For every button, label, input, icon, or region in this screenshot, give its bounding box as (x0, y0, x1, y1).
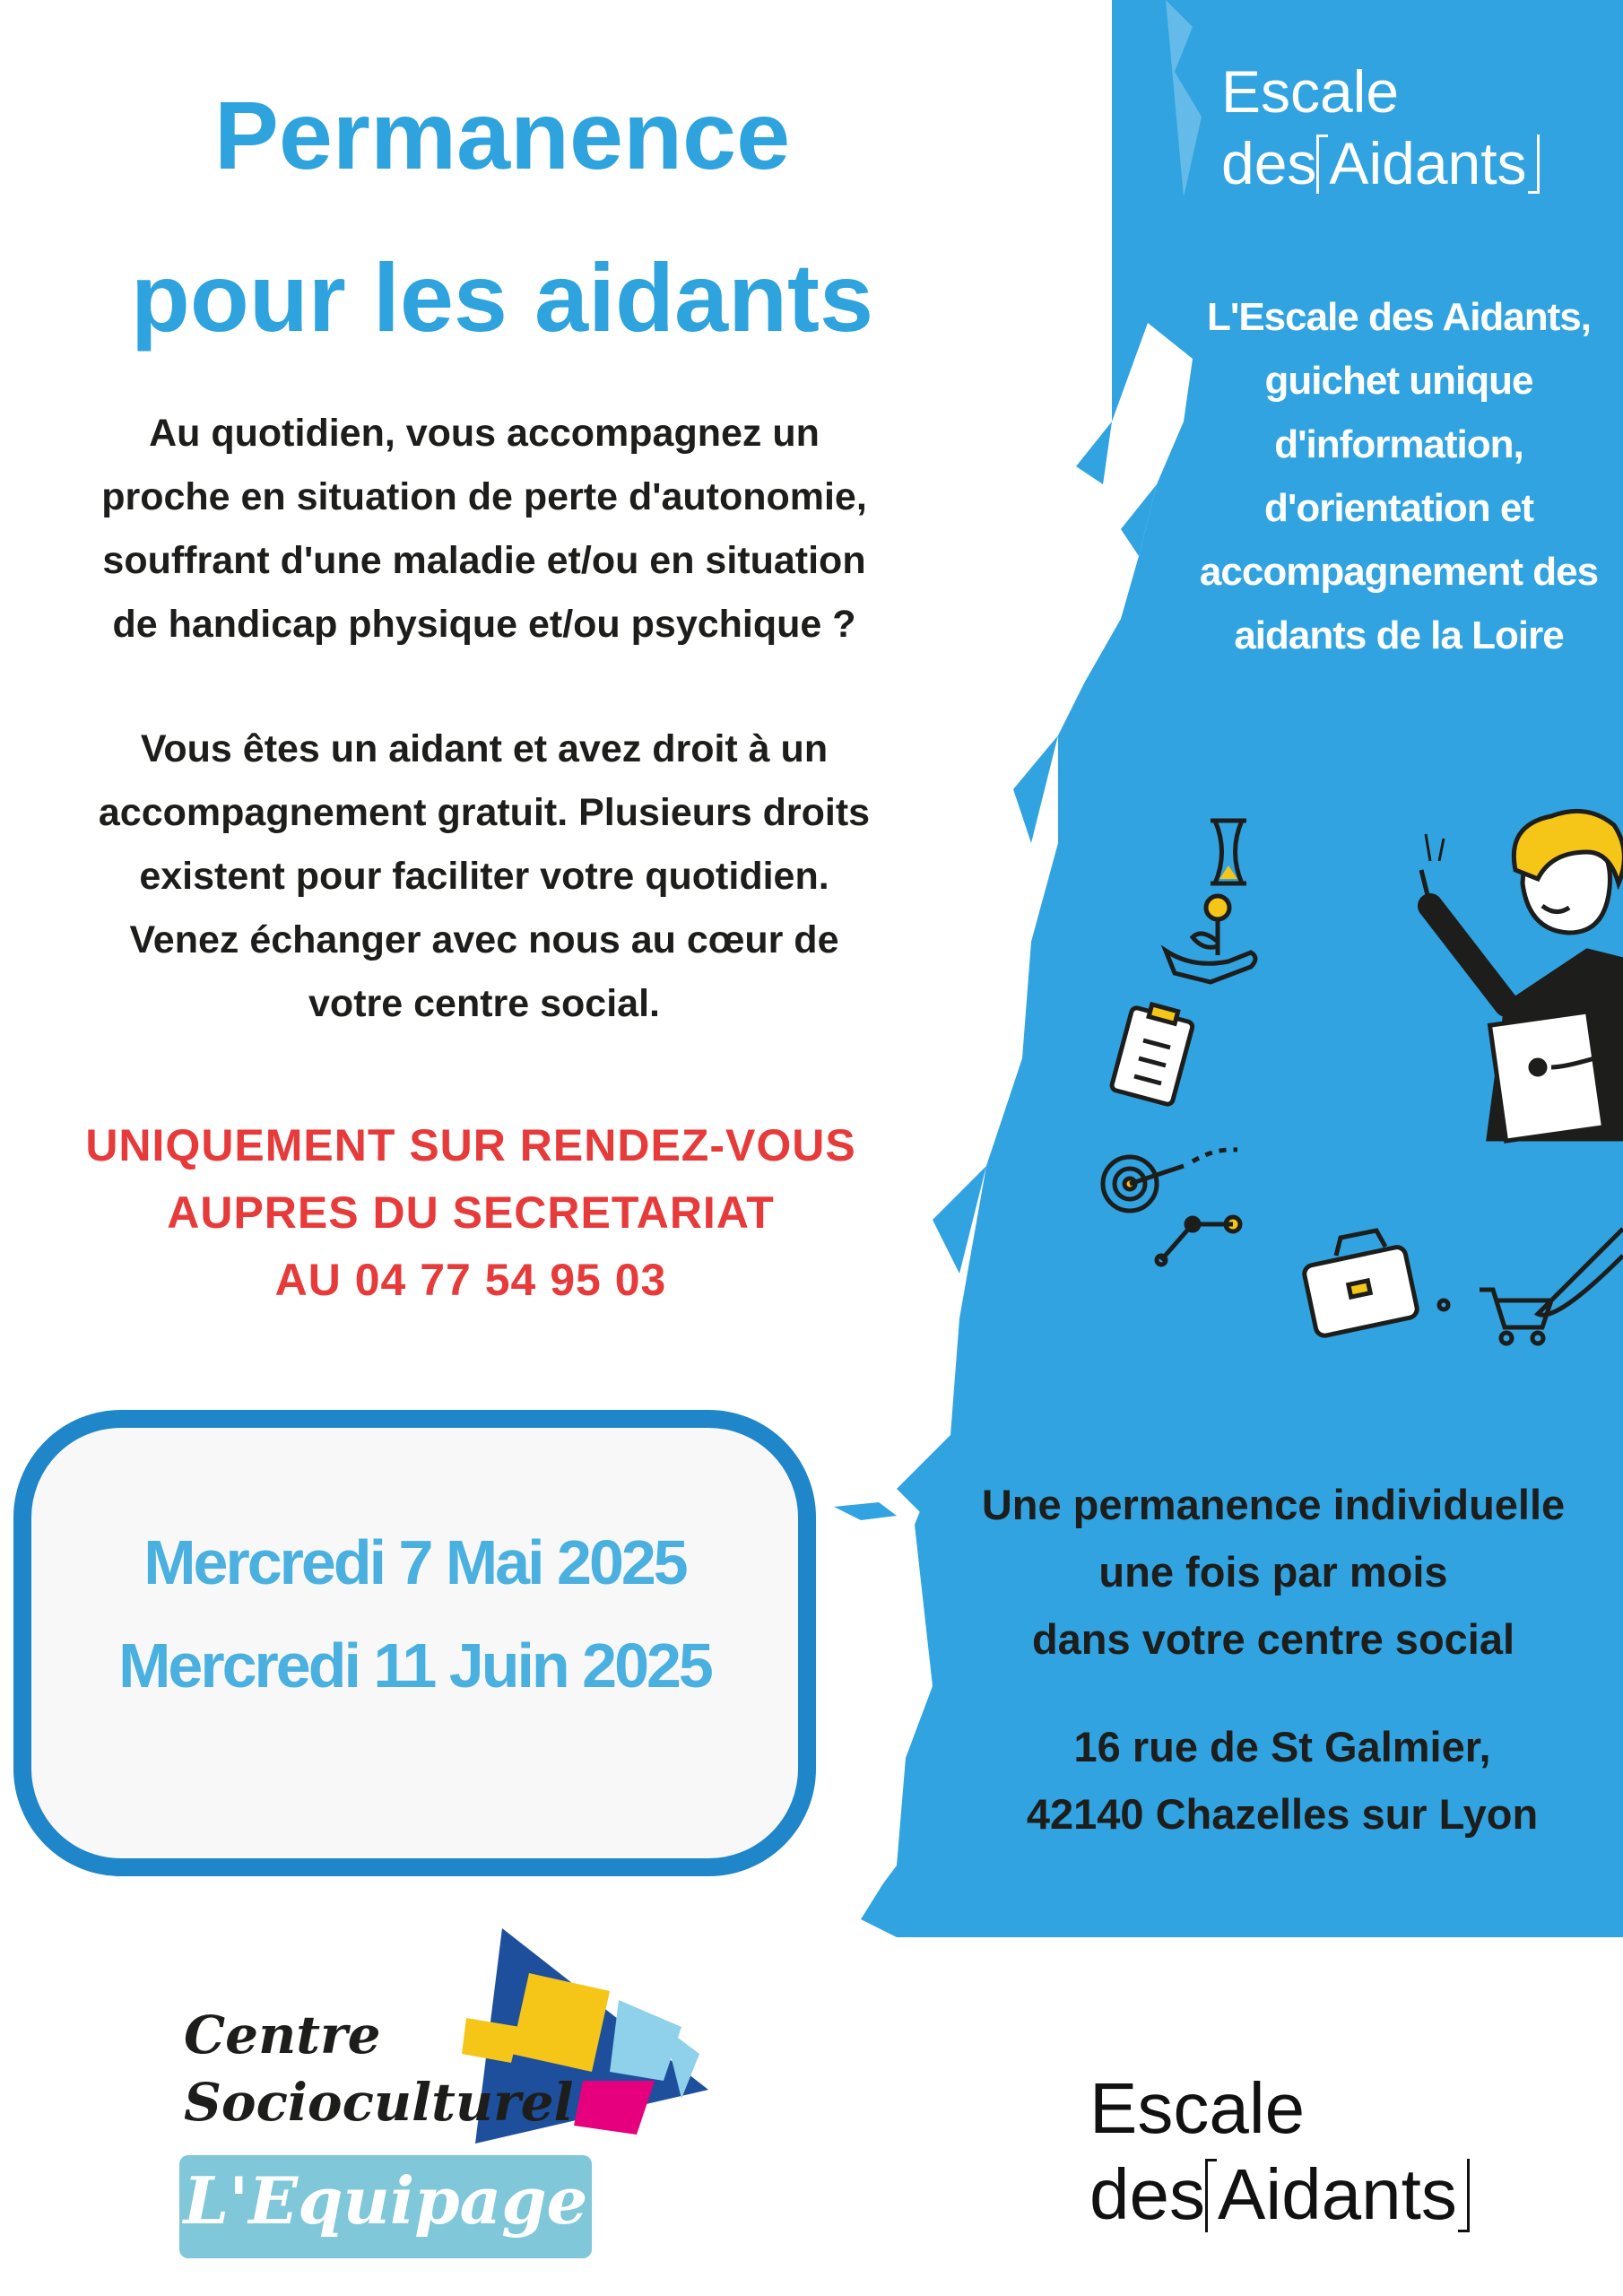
intro-line: souffrant d'une maladie et/ou en situation (102, 539, 866, 582)
money-plant-hand-icon (1166, 896, 1255, 982)
intro-line: votre centre social. (308, 982, 660, 1025)
person-figure (1421, 811, 1623, 1315)
permanence-line: dans votre centre social (1031, 1615, 1515, 1663)
permanence-line: une fois par mois (1098, 1548, 1448, 1596)
panel-description-line: accompagnement des (1199, 550, 1599, 594)
escale-logo-top (1221, 56, 1540, 199)
cart-icon (1439, 1290, 1551, 1344)
permanence-line: Une permanence individuelle (981, 1481, 1566, 1528)
intro-line: existent pour faciliter votre quotidien. (139, 855, 829, 898)
date-1: Mercredi 7 Mai 2025 (143, 1527, 686, 1597)
page-title-line-1: Permanence (213, 81, 791, 189)
panel-description-line: d'information, (1274, 422, 1523, 466)
appointment-phone: AU 04 77 54 95 03 (274, 1255, 667, 1305)
address-city: 42140 Chazelles sur Lyon (1026, 1790, 1539, 1838)
date-2: Mercredi 11 Juin 2025 (118, 1631, 711, 1700)
page-title-line-2: pour les aidants (130, 243, 874, 352)
centre-logo-line2: Socioculturel (184, 2072, 574, 2133)
address-block (942, 1713, 1623, 1848)
appointment-notice (27, 1112, 915, 1314)
panel-description (1166, 285, 1623, 667)
person-illustration (1085, 798, 1623, 1372)
panel-description-line: aidants de la Loire (1234, 613, 1564, 657)
equipage-banner (179, 2155, 592, 2258)
centre-logo-line3: L'Equipage (183, 2162, 588, 2239)
intro-line: de handicap physique et/ou psychique ? (112, 603, 856, 646)
briefcase-icon (1303, 1231, 1419, 1337)
escale-logo-prefix: des (1221, 130, 1317, 196)
escale-logo-line1: Escale (1221, 58, 1400, 125)
panel-description-line: L'Escale des Aidants, (1206, 295, 1591, 339)
escale-footer-prefix: des (1089, 2154, 1205, 2234)
clipboard-icon (1111, 1004, 1193, 1105)
centre-socioculturel-logo (170, 1919, 726, 2260)
escale-logo-footer (1089, 2066, 1470, 2238)
intro-line: Vous êtes un aidant et avez droit à un (140, 727, 829, 770)
intro-line: Venez échanger avec nous au cœur de (129, 918, 839, 961)
address-street: 16 rue de St Galmier, (1073, 1723, 1491, 1770)
escale-footer-line2 (1089, 2152, 1470, 2238)
dates-box (13, 1410, 816, 1876)
intro-line: proche en situation de perte d'autonomie, (101, 475, 867, 518)
appointment-line: UNIQUEMENT SUR RENDEZ-VOUS (85, 1120, 856, 1170)
intro-paragraph-1 (27, 402, 942, 657)
escale-footer-bracket-word: Aidants (1205, 2152, 1470, 2238)
intro-paragraph-2 (27, 718, 942, 1036)
intro-line: accompagnement gratuit. Plusieurs droits (98, 791, 871, 834)
appointment-line: AUPRES DU SECRETARIAT (167, 1187, 775, 1238)
escale-footer-line1: Escale (1089, 2068, 1306, 2148)
permanence-info (933, 1471, 1614, 1673)
intro-line: Au quotidien, vous accompagnez un (149, 412, 820, 455)
hourglass-icon (1211, 821, 1246, 883)
target-icon (1103, 1150, 1240, 1265)
centre-logo-line1: Centre (184, 2005, 381, 2066)
escale-logo-bracket-word: Aidants (1316, 127, 1539, 199)
panel-description-line: d'orientation et (1263, 486, 1533, 530)
panel-description-line: guichet unique (1264, 359, 1533, 403)
escale-logo-line2 (1221, 127, 1540, 199)
